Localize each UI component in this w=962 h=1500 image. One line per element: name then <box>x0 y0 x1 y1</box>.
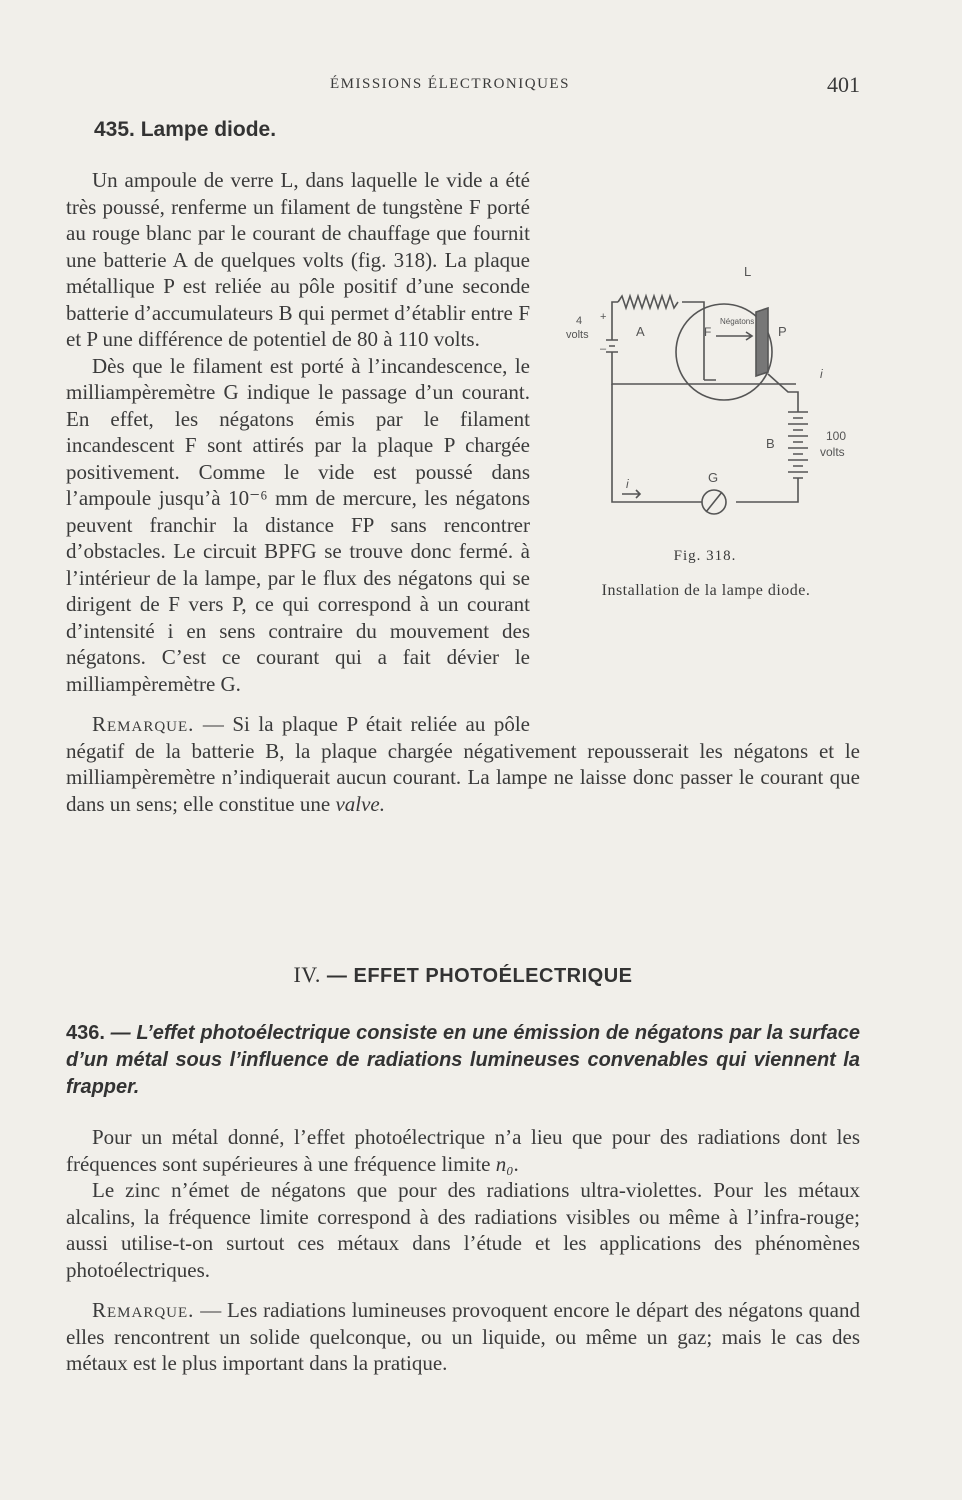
remark-text: — Si la plaque P était reliée au pôle négatif de la batterie B, la plaque chargée négativement repousserait les négatons et le milliampèremètre n’indiquerait aucun courant. La lampe ne laisse donc passer le courant que dans un sens; elle constitue une <box>66 712 860 816</box>
remark2-label: Remarque. <box>92 1298 195 1322</box>
label-p: P <box>778 324 787 339</box>
negaton-arrow <box>716 332 752 340</box>
remark2-text: — Les radiations lumineuses provoquent encore le départ des négatons quand elles rencontrent un solide quelconque, ou un liquide, ou même un gaz; mais le cas des métaux est le plus important dans la pratique. <box>66 1298 860 1375</box>
label-minus: – <box>600 343 607 355</box>
frequency-symbol: n₀ <box>495 1151 514 1176</box>
running-header <box>330 72 860 97</box>
section-436-statement-text: — L’effet photoélectrique consiste en une émission de négatons par la surface d’un métal sous l’influence de radiations lumineuses convenables qui viennent la frapper. <box>66 1022 860 1098</box>
section-436-para2: Le zinc n’émet de négatons que pour des radiations ultra-violettes. Pour les métaux alcalins, la fréquence limite correspond à des radiations visibles ou même à l’infra-rouge; aussi utilise-t-on surtout ces métaux dans l’étude et les applications des phénomènes photoélectriques. <box>66 1178 860 1282</box>
battery-b <box>736 408 808 502</box>
section-iv-title: — EFFET PHOTOÉLECTRIQUE <box>320 965 633 987</box>
page-number: 401 <box>827 72 860 97</box>
section-435-para1: Un ampoule de verre L, dans laquelle le vide a été très poussé, renferme un filament de tungstène F porté au rouge blanc par le courant de chauffage que fournit une batterie A de quelques volts (fig. 318). La plaque métallique P est reliée au pôle positif d’une seconde batterie d’accumulateurs B qui permet d’établir entre F et P une différence de potentiel de 80 à 110 volts. <box>66 168 530 351</box>
label-4-volts: volts <box>566 329 589 341</box>
section-436-para1 <box>66 1124 860 1177</box>
figure-caption: Installation de la lampe diode. <box>601 582 811 599</box>
label-i-bottom: i <box>626 477 629 491</box>
label-plus: + <box>600 311 607 323</box>
section-436-statement <box>66 1020 860 1101</box>
label-b: B <box>766 436 775 451</box>
wire-plate-down <box>768 374 798 408</box>
label-a: A <box>636 324 645 339</box>
label-g: G <box>708 470 719 485</box>
wire-top-to-bulb <box>682 302 704 322</box>
label-negatons: Négatons <box>720 317 755 326</box>
section-436-para1-end: . <box>513 1151 519 1176</box>
figure-title: Fig. 318. <box>673 548 737 564</box>
section-436-number: 436. <box>66 1022 105 1044</box>
section-436-remark <box>66 1297 860 1377</box>
galvanometer-needle <box>706 492 722 512</box>
label-100-volts: volts <box>820 445 845 459</box>
remark-label: Remarque. <box>92 712 195 736</box>
section-iv-heading <box>66 962 860 988</box>
label-f: F <box>704 325 712 339</box>
label-4: 4 <box>576 315 583 327</box>
current-arrow <box>622 490 640 498</box>
plate-p <box>756 308 768 376</box>
section-436-body <box>66 1124 860 1377</box>
label-100: 100 <box>826 429 847 443</box>
section-iv-roman: IV. <box>293 962 321 987</box>
battery-a-plates <box>606 340 618 352</box>
label-i-top: i <box>820 367 823 381</box>
section-435-heading: 435. Lampe diode. <box>94 118 277 141</box>
wire-left-top <box>612 302 618 340</box>
remark-end: valve. <box>335 791 385 816</box>
section-435-para2-part1: Dès que le filament est porté à l’incandescence, le milliampèremètre G indique le passage d’un courant. En effet, les négatons émis par le filament incandescent F sont attirés par la plaque P chargée positivement. Comme le vide est poussé dans l’ampoule jusqu’à 10⁻⁶ mm de mercure, les négatons peuvent franchir <box>66 353 530 537</box>
section-435-para2-part2: la distance FP sans rencontrer d’obstacles. Le circuit BPFG se trouve donc fermé. à l’intérieur de la lampe, par le flux des négatons qui se dirigent de F vers P, ce qui correspond à un courant d’intensité i en sens contraire du mouvement des négatons. C’est ce courant qui a fait dévier le milliampèremètre G. <box>66 512 531 696</box>
section-435-remark <box>66 711 860 817</box>
label-l: L <box>744 264 752 279</box>
rheostat <box>618 296 678 308</box>
running-title: ÉMISSIONS ÉLECTRONIQUES <box>330 76 570 92</box>
section-436-para1-text: Pour un métal donné, l’effet photoélectrique n’a lieu que pour des radiations dont les fréquences sont supérieures à une fréquence limite <box>66 1125 860 1176</box>
